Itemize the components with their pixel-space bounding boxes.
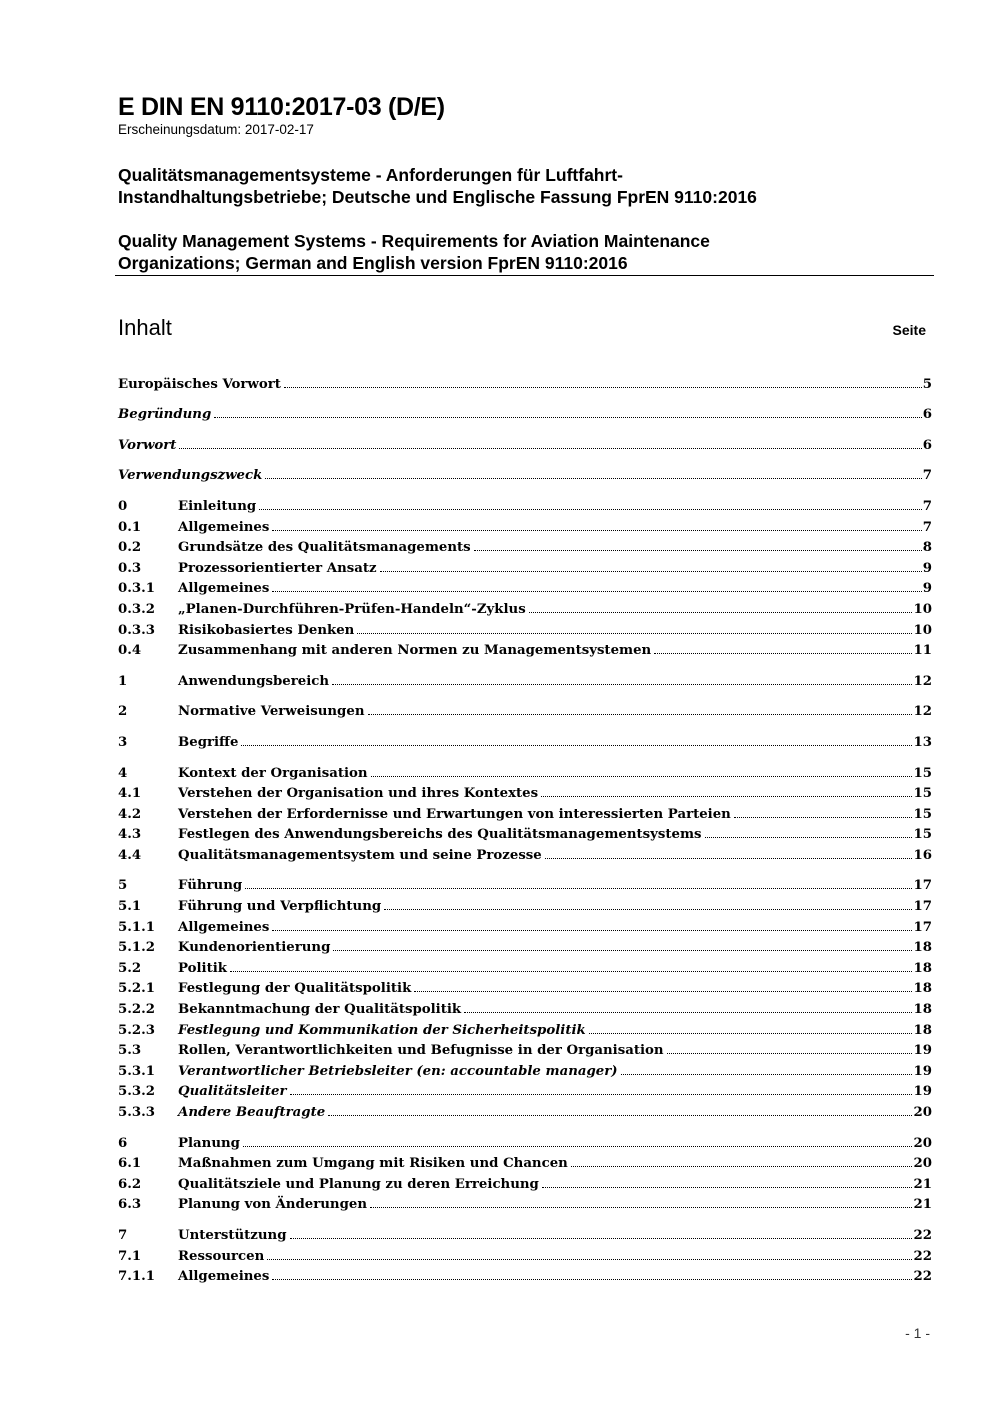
- toc-entry-title: Normative Verweisungen: [178, 704, 365, 720]
- toc-entry-page: 7: [922, 468, 932, 484]
- toc-entry-title: Grundsätze des Qualitätsmanagements: [178, 540, 471, 556]
- toc-entry-title: Politik: [178, 960, 228, 976]
- toc-dot-leader: [371, 776, 913, 777]
- toc-entry-title: Führung: [178, 878, 243, 894]
- toc-entry-number: 0.3: [118, 560, 142, 576]
- toc-entry-title: Verantwortlicher Betriebsleiter (en: accountable manager): [178, 1063, 618, 1079]
- toc-entry[interactable]: [118, 781, 932, 802]
- toc-entry-title: Verwendungszweck: [118, 468, 263, 484]
- toc-entry-number: 2: [118, 704, 128, 720]
- toc-entry-page: 9: [922, 560, 932, 576]
- toc-entry-title: Festlegung und Kommunikation der Sicherheitspolitik: [178, 1022, 586, 1038]
- toc-entry-title: Planung: [178, 1135, 240, 1151]
- toc-entry-title: Risikobasiertes Denken: [178, 622, 355, 638]
- toc-entry[interactable]: [118, 371, 932, 392]
- title-english: [118, 230, 878, 274]
- toc-dot-leader: [243, 1146, 913, 1147]
- toc-entry-page: 8: [922, 540, 932, 556]
- page-number: - 1 -: [905, 1325, 930, 1341]
- toc-entry-number: 4.2: [118, 806, 142, 822]
- toc-heading: Inhalt: [118, 315, 172, 340]
- toc-entry-page: 17: [913, 878, 932, 894]
- toc-entry-page: 19: [913, 1063, 932, 1079]
- toc-dot-leader: [654, 653, 912, 654]
- toc-entry[interactable]: [118, 638, 932, 659]
- toc-entry[interactable]: [118, 699, 932, 720]
- toc-page-column-label: Seite: [892, 322, 926, 338]
- table-of-contents: [118, 371, 932, 1284]
- toc-entry-number: 6.1: [118, 1156, 142, 1172]
- toc-entry[interactable]: [118, 1151, 932, 1172]
- toc-entry-title: Andere Beauftragte: [178, 1105, 326, 1120]
- toc-entry-page: 17: [913, 919, 932, 935]
- toc-dot-leader: [414, 991, 912, 992]
- toc-entry-title: Ressourcen: [178, 1248, 265, 1264]
- toc-entry[interactable]: [118, 914, 932, 935]
- toc-entry-title: Europäisches Vorwort: [118, 376, 281, 392]
- toc-entry[interactable]: [118, 668, 932, 689]
- toc-entry-number: 0.3.2: [118, 601, 156, 617]
- toc-entry-title: Allgemeines: [178, 519, 270, 535]
- toc-dot-leader: [541, 796, 912, 797]
- toc-entry-page: 10: [913, 622, 932, 638]
- toc-entry-page: 7: [922, 498, 932, 514]
- toc-entry-number: 4.3: [118, 827, 142, 843]
- title-english-line2: Organizations; German and English version FprEN 9110:2016: [118, 253, 628, 273]
- toc-entry-page: 22: [913, 1248, 932, 1264]
- toc-entry-title: Maßnahmen zum Umgang mit Risiken und Chancen: [178, 1156, 568, 1172]
- toc-entry-number: 7: [118, 1227, 128, 1243]
- toc-entry-number: 5.1.1: [118, 919, 156, 935]
- toc-entry-page: 6: [922, 437, 932, 453]
- toc-entry-number: 3: [118, 734, 128, 750]
- toc-entry-number: 5.3: [118, 1043, 142, 1059]
- toc-entry-number: 6.2: [118, 1176, 142, 1192]
- toc-entry-page: 22: [913, 1269, 932, 1285]
- toc-entry-page: 18: [913, 940, 932, 956]
- toc-entry[interactable]: [118, 402, 932, 423]
- toc-entry[interactable]: [118, 1264, 932, 1285]
- toc-entry-title: Bekanntmachung der Qualitätspolitik: [178, 1002, 462, 1018]
- title-german: [118, 164, 878, 208]
- toc-entry-number: 0.2: [118, 540, 142, 556]
- toc-entry-page: 20: [913, 1156, 932, 1172]
- toc-dot-leader: [464, 1012, 912, 1013]
- toc-entry-title: Allgemeines: [178, 581, 270, 597]
- toc-entry[interactable]: [118, 555, 932, 576]
- toc-entry-number: 0.4: [118, 643, 142, 659]
- toc-entry-page: 21: [913, 1197, 932, 1213]
- toc-entry-title: Anwendungsbereich: [178, 673, 330, 689]
- toc-entry-page: 16: [913, 847, 932, 863]
- toc-entry-number: 5.3.2: [118, 1084, 156, 1100]
- toc-entry-title: Kontext der Organisation: [178, 765, 368, 781]
- toc-entry[interactable]: [118, 1222, 932, 1243]
- toc-entry-page: 22: [913, 1227, 932, 1243]
- toc-dot-leader: [621, 1074, 913, 1075]
- toc-dot-leader: [332, 684, 912, 685]
- toc-entry[interactable]: [118, 801, 932, 822]
- toc-entry-number: 0.3.3: [118, 622, 156, 638]
- toc-entry[interactable]: [118, 996, 932, 1017]
- toc-entry-title: Festlegen des Anwendungsbereichs des Qualitätsmanagementsystems: [178, 827, 702, 843]
- toc-entry-title: Einleitung: [178, 498, 257, 514]
- toc-entry[interactable]: [118, 822, 932, 843]
- toc-entry-page: 15: [913, 827, 932, 843]
- toc-entry-page: 18: [913, 1002, 932, 1018]
- title-german-line2: Instandhaltungsbetriebe; Deutsche und Englische Fassung FprEN 9110:2016: [118, 187, 757, 207]
- toc-entry-page: 9: [922, 581, 932, 597]
- toc-entry-title: Allgemeines: [178, 1269, 270, 1285]
- toc-entry-number: 1: [118, 673, 128, 689]
- toc-entry[interactable]: [118, 432, 932, 453]
- toc-dot-leader: [241, 745, 912, 746]
- toc-entry-title: Kundenorientierung: [178, 940, 331, 956]
- toc-entry-page: 17: [913, 899, 932, 915]
- toc-entry-page: 12: [913, 704, 932, 720]
- toc-entry-number: 6.3: [118, 1197, 142, 1213]
- toc-dot-leader: [230, 971, 912, 972]
- toc-dot-leader: [267, 1259, 912, 1260]
- toc-dot-leader: [734, 817, 913, 818]
- toc-entry-number: 7.1.1: [118, 1269, 156, 1285]
- toc-entry-page: 5: [922, 376, 932, 392]
- toc-entry[interactable]: [118, 842, 932, 863]
- toc-entry[interactable]: [118, 955, 932, 976]
- toc-dot-leader: [529, 612, 913, 613]
- toc-entry-page: 15: [913, 806, 932, 822]
- toc-entry-page: 18: [913, 981, 932, 997]
- toc-entry-title: Zusammenhang mit anderen Normen zu Managementsystemen: [178, 643, 652, 659]
- toc-entry[interactable]: [118, 576, 932, 597]
- toc-entry-page: 18: [913, 960, 932, 976]
- toc-entry[interactable]: [118, 1171, 932, 1192]
- toc-entry-number: 0.3.1: [118, 581, 156, 597]
- title-english-line1: Quality Management Systems - Requirements for Aviation Maintenance: [118, 231, 710, 251]
- toc-entry-title: Begriffe: [178, 734, 239, 750]
- toc-entry[interactable]: [118, 463, 932, 484]
- toc-entry-number: 4: [118, 765, 128, 781]
- toc-entry[interactable]: [118, 535, 932, 556]
- toc-entry[interactable]: [118, 893, 932, 914]
- toc-entry[interactable]: [118, 617, 932, 638]
- toc-entry-page: 20: [913, 1135, 932, 1151]
- toc-entry[interactable]: [118, 596, 932, 617]
- toc-entry-title: Qualitätsmanagementsystem und seine Prozesse: [178, 847, 542, 863]
- toc-entry-number: 5.2.1: [118, 981, 156, 997]
- toc-entry-page: 21: [913, 1176, 932, 1192]
- toc-entry[interactable]: [118, 1017, 932, 1038]
- toc-dot-leader: [265, 478, 921, 479]
- title-german-line1: Qualitätsmanagementsysteme - Anforderungen für Luftfahrt-: [118, 165, 623, 185]
- toc-entry-title: Qualitätsleiter: [178, 1084, 287, 1100]
- toc-entry-number: 5.2: [118, 960, 142, 976]
- toc-dot-leader: [259, 509, 922, 510]
- toc-dot-leader: [284, 387, 922, 388]
- toc-entry[interactable]: [118, 976, 932, 997]
- toc-dot-leader: [272, 530, 921, 531]
- toc-entry-page: 15: [913, 765, 932, 781]
- toc-dot-leader: [272, 930, 912, 931]
- toc-entry[interactable]: [118, 1130, 932, 1151]
- toc-dot-leader: [290, 1238, 913, 1239]
- toc-dot-leader: [380, 571, 922, 572]
- toc-entry[interactable]: [118, 1079, 932, 1100]
- toc-dot-leader: [272, 1279, 912, 1280]
- toc-entry-title: Unterstützung: [178, 1227, 287, 1243]
- toc-entry[interactable]: [118, 514, 932, 535]
- toc-dot-leader: [589, 1033, 913, 1034]
- toc-dot-leader: [474, 550, 922, 551]
- toc-entry-title: Verstehen der Organisation und ihres Kontextes: [178, 786, 539, 802]
- toc-dot-leader: [272, 591, 921, 592]
- toc-entry-title: Festlegung der Qualitätspolitik: [178, 981, 412, 997]
- toc-entry[interactable]: [118, 935, 932, 956]
- toc-entry-number: 5: [118, 878, 128, 894]
- toc-entry-title: Verstehen der Erfordernisse und Erwartungen von interessierten Parteien: [178, 806, 731, 822]
- toc-entry-number: 4.1: [118, 786, 142, 802]
- document-title: E DIN EN 9110:2017-03 (D/E): [118, 93, 445, 121]
- toc-entry-number: 5.2.3: [118, 1022, 156, 1038]
- toc-entry-number: 4.4: [118, 847, 142, 863]
- toc-dot-leader: [545, 858, 913, 859]
- toc-dot-leader: [179, 448, 921, 449]
- toc-entry[interactable]: [118, 1099, 932, 1120]
- toc-dot-leader: [542, 1187, 913, 1188]
- toc-entry-title: „Planen-Durchführen-Prüfen-Handeln“-Zyklus: [178, 601, 526, 617]
- title-divider: [115, 275, 934, 276]
- toc-entry-page: 20: [913, 1105, 932, 1120]
- toc-entry-page: 19: [913, 1043, 932, 1059]
- toc-entry-title: Qualitätsziele und Planung zu deren Erreichung: [178, 1176, 539, 1192]
- toc-entry-page: 19: [913, 1084, 932, 1100]
- toc-entry-page: 18: [913, 1022, 932, 1038]
- toc-dot-leader: [214, 417, 921, 418]
- toc-entry[interactable]: [118, 729, 932, 750]
- toc-entry-number: 5.2.2: [118, 1002, 156, 1018]
- toc-entry-number: 0: [118, 498, 128, 514]
- toc-dot-leader: [667, 1053, 913, 1054]
- toc-entry-number: 7.1: [118, 1248, 142, 1264]
- toc-entry-page: 7: [922, 519, 932, 535]
- toc-entry[interactable]: [118, 873, 932, 894]
- toc-entry-page: 10: [913, 601, 932, 617]
- toc-entry-number: 0.1: [118, 519, 142, 535]
- toc-entry-page: 12: [913, 673, 932, 689]
- toc-entry[interactable]: [118, 1243, 932, 1264]
- toc-dot-leader: [370, 1207, 912, 1208]
- toc-entry[interactable]: [118, 1192, 932, 1213]
- toc-dot-leader: [290, 1094, 913, 1095]
- toc-dot-leader: [357, 633, 912, 634]
- toc-dot-leader: [705, 837, 913, 838]
- toc-entry-title: Prozessorientierter Ansatz: [178, 560, 377, 576]
- toc-entry[interactable]: [118, 1058, 932, 1079]
- toc-entry-page: 6: [922, 407, 932, 423]
- publication-date: Erscheinungsdatum: 2017-02-17: [118, 122, 314, 137]
- toc-entry-page: 15: [913, 786, 932, 802]
- toc-dot-leader: [368, 714, 913, 715]
- toc-dot-leader: [571, 1166, 913, 1167]
- toc-dot-leader: [245, 888, 912, 889]
- toc-entry-number: 6: [118, 1135, 128, 1151]
- toc-entry[interactable]: [118, 493, 932, 514]
- toc-entry-page: 13: [913, 734, 932, 750]
- toc-entry-title: Vorwort: [118, 437, 177, 453]
- toc-entry-title: Rollen, Verantwortlichkeiten und Befugnisse in der Organisation: [178, 1043, 664, 1059]
- toc-entry-number: 5.1: [118, 899, 142, 915]
- toc-dot-leader: [328, 1115, 912, 1116]
- toc-entry-number: 5.3.3: [118, 1105, 156, 1120]
- toc-entry[interactable]: [118, 760, 932, 781]
- toc-dot-leader: [384, 909, 912, 910]
- toc-entry-title: Allgemeines: [178, 919, 270, 935]
- toc-entry-title: Planung von Änderungen: [178, 1197, 367, 1213]
- toc-entry-number: 5.3.1: [118, 1063, 156, 1079]
- toc-entry-page: 11: [913, 643, 932, 659]
- toc-entry-title: Begründung: [118, 407, 212, 423]
- toc-entry[interactable]: [118, 1038, 932, 1059]
- toc-entry-title: Führung und Verpflichtung: [178, 899, 382, 915]
- toc-dot-leader: [333, 950, 912, 951]
- toc-entry-number: 5.1.2: [118, 940, 156, 956]
